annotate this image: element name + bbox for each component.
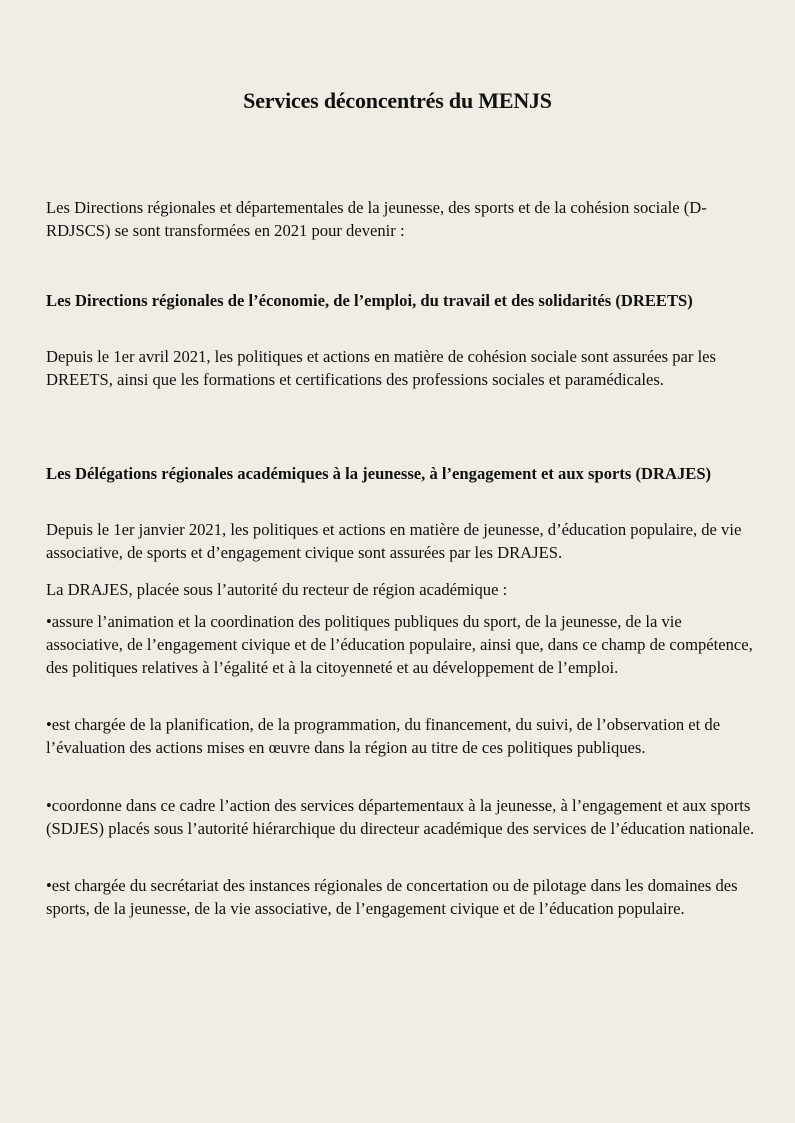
intro-paragraph: Les Directions régionales et départementales de la jeunesse, des sports et de la cohésion sociale (D-RDJSCS) se sont transformées en 2021 pour devenir : [46,198,707,240]
bullet-item: •assure l’animation et la coordination des politiques publiques du sport, de la jeunesse, de la vie associative, de l’engagement civique et de l’éducation populaire, ainsi que, dans ce champ de compétence, des politiques relatives à l’égalité et à la citoyenneté et au développement de l’emploi. [46,612,753,677]
section-paragraph-drajes: Depuis le 1er janvier 2021, les politiques et actions en matière de jeunesse, d’éducation populaire, de vie associative, de sports et d’engagement civique sont assurées par les DRAJES. [46,520,742,562]
page-title: Services déconcentrés du MENJS [243,88,552,113]
section-paragraph-drajes-authority: La DRAJES, placée sous l’autorité du recteur de région académique : [46,580,508,599]
section-heading-dreets: Les Directions régionales de l’économie, de l’emploi, du travail et des solidarités (DREETS) [46,291,693,310]
bullet-item: •est chargée de la planification, de la programmation, du financement, du suivi, de l’observation et de l’évaluation des actions mises en œuvre dans la région au titre de ces politiques publiques. [46,715,721,757]
section-paragraph-dreets: Depuis le 1er avril 2021, les politiques et actions en matière de cohésion sociale sont assurées par les DREETS, ainsi que les formations et certifications des professions sociales et paramédicales. [46,347,717,389]
bullet-item: •coordonne dans ce cadre l’action des services départementaux à la jeunesse, à l’engagement et aux sports (SDJES) placés sous l’autorité hiérarchique du directeur académique des services de l’éducation nationale. [46,796,755,838]
section-heading-drajes: Les Délégations régionales académiques à la jeunesse, à l’engagement et aux sports (DRAJES) [46,464,712,483]
bullet-item: •est chargée du secrétariat des instances régionales de concertation ou de pilotage dans les domaines des sports, de la jeunesse, de la vie associative, de l’engagement civique et de l’éducation populaire. [46,876,738,918]
